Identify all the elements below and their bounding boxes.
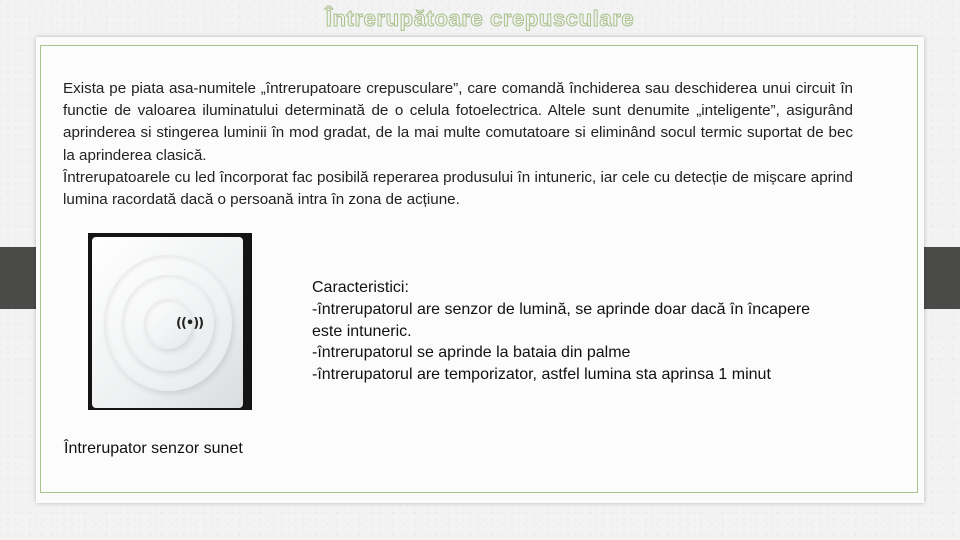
intro-text xyxy=(63,78,853,211)
feature-item: -întrerupatorul are senzor de lumină, se aprinde doar dacă în încapere este intuneric. xyxy=(312,300,811,340)
switch-photo xyxy=(88,233,252,410)
intro-paragraph-1: Exista pe piata asa-numitele „întrerupatoare crepusculare”, care comandă închiderea sau deschiderea unui circuit în functie de valoarea iluminatului determinată de o celula fotoelectrica. Altele sunt denumite „inteligente”, asigurând aprinderea si stingerea luminii în mod gradat, de la mai multe comutatoare si eliminând socul termic suportat de bec la aprinderea clasică. xyxy=(63,80,853,164)
features-heading: Caracteristici: xyxy=(312,279,409,296)
features-list xyxy=(312,277,812,386)
slide-title: Întrerupătoare crepusculare xyxy=(325,6,635,31)
intro-paragraph-2: Întrerupatoarele cu led încorporat fac posibilă reperarea produsului în intuneric, iar cele cu detecție de mișcare aprind lumina racordată dacă o persoană intra în zona de acțiune. xyxy=(63,168,853,209)
feature-item: -întrerupatorul are temporizator, astfel lumina sta aprinsa 1 minut xyxy=(312,366,771,384)
feature-item: -întrerupatorul se aprinde la bataia din palme xyxy=(312,344,631,362)
sound-sensor-icon: ((•)) xyxy=(176,316,204,331)
image-caption: Întrerupator senzor sunet xyxy=(64,440,243,457)
switch-plate xyxy=(92,237,243,408)
